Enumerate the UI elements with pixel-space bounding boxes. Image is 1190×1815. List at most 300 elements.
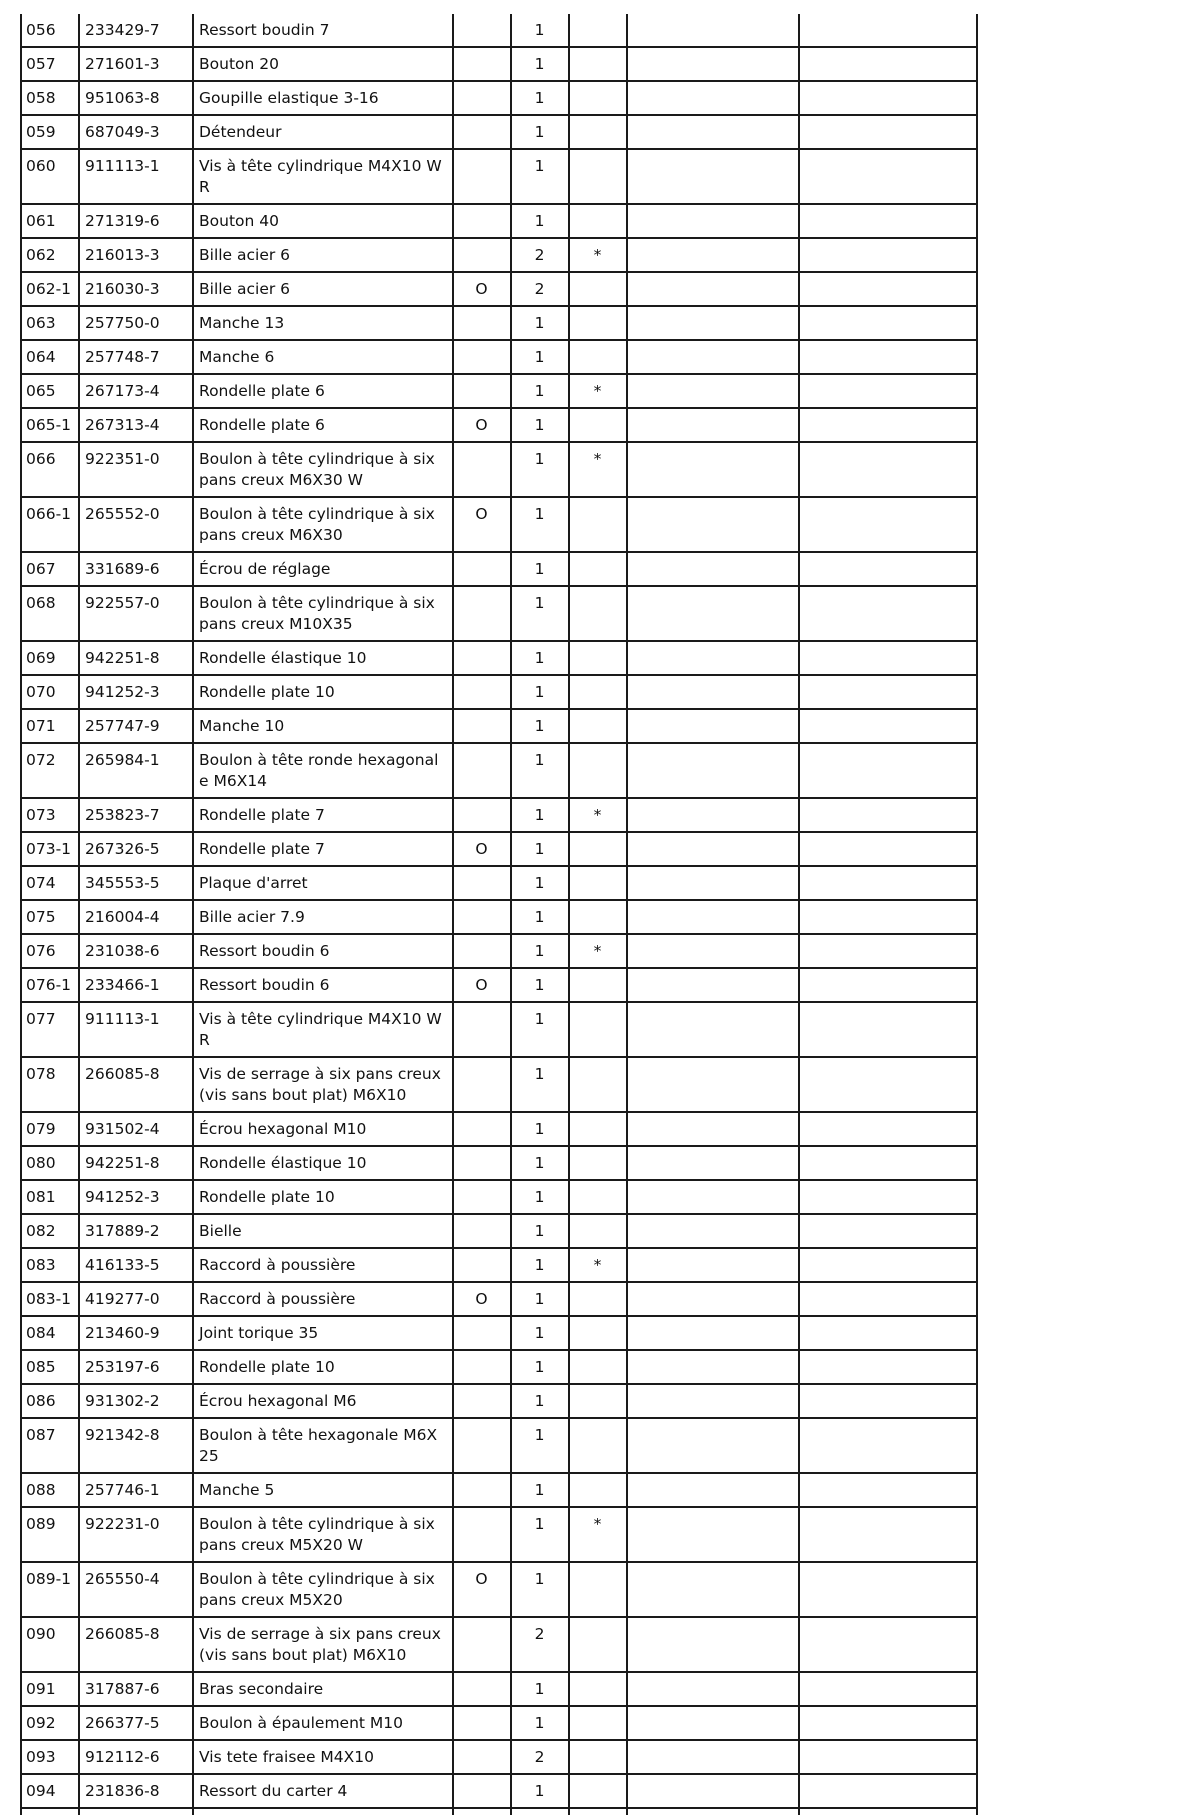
option-cell <box>453 81 511 115</box>
remark-cell <box>799 900 977 934</box>
item-number-cell: 060 <box>21 149 79 204</box>
note-cell <box>627 442 799 497</box>
mark-cell <box>569 1473 627 1507</box>
part-number-cell: 941252-3 <box>79 675 193 709</box>
table-row <box>21 497 977 552</box>
description-cell: Bielle <box>193 1214 453 1248</box>
note-cell <box>627 272 799 306</box>
option-cell <box>453 1706 511 1740</box>
description-cell: Rondelle élastique 10 <box>193 1146 453 1180</box>
part-number-cell: 271601-3 <box>79 47 193 81</box>
option-cell <box>453 1507 511 1562</box>
item-number-cell: 059 <box>21 115 79 149</box>
part-number-cell: 912112-6 <box>79 1740 193 1774</box>
quantity-cell: 1 <box>511 586 569 641</box>
note-cell <box>627 408 799 442</box>
remark-cell <box>799 586 977 641</box>
part-number-cell: 419277-0 <box>79 1282 193 1316</box>
remark-cell <box>799 374 977 408</box>
quantity-cell: 1 <box>511 934 569 968</box>
table-row <box>21 1057 977 1112</box>
table-row <box>21 675 977 709</box>
note-cell <box>627 1562 799 1617</box>
quantity-cell: 1 <box>511 832 569 866</box>
part-number-cell: 911113-1 <box>79 149 193 204</box>
remark-cell <box>799 832 977 866</box>
parts-table <box>20 14 978 1815</box>
quantity-cell: 1 <box>511 374 569 408</box>
description-cell: Rondelle plate 6 <box>193 408 453 442</box>
part-number-cell: 253197-6 <box>79 1350 193 1384</box>
description-cell: Manche 6 <box>193 340 453 374</box>
table-row <box>21 47 977 81</box>
quantity-cell: 1 <box>511 866 569 900</box>
item-number-cell: 073-1 <box>21 832 79 866</box>
remark-cell <box>799 1562 977 1617</box>
quantity-cell: 1 <box>511 1248 569 1282</box>
table-row <box>21 149 977 204</box>
quantity-cell: 1 <box>511 1146 569 1180</box>
remark-cell <box>799 497 977 552</box>
item-number-cell: 081 <box>21 1180 79 1214</box>
quantity-cell: 1 <box>511 47 569 81</box>
note-cell <box>627 149 799 204</box>
mark-cell <box>569 900 627 934</box>
note-cell <box>627 306 799 340</box>
note-cell <box>627 340 799 374</box>
table-row <box>21 1740 977 1774</box>
option-cell <box>453 798 511 832</box>
note-cell <box>627 1002 799 1057</box>
parts-list-page <box>20 14 976 1815</box>
remark-cell <box>799 272 977 306</box>
option-cell: O <box>453 1282 511 1316</box>
remark-cell <box>799 1146 977 1180</box>
note-cell <box>627 743 799 798</box>
part-number-cell: 317889-2 <box>79 1214 193 1248</box>
mark-cell <box>569 552 627 586</box>
description-cell: Boulon à tête cylindrique à six pans creux M10X35 <box>193 586 453 641</box>
mark-cell: * <box>569 934 627 968</box>
option-cell <box>453 47 511 81</box>
part-number-cell: 253823-7 <box>79 798 193 832</box>
option-cell <box>453 1672 511 1706</box>
option-cell <box>453 1057 511 1112</box>
item-number-cell: 091 <box>21 1672 79 1706</box>
option-cell <box>453 1740 511 1774</box>
table-row <box>21 641 977 675</box>
remark-cell <box>799 306 977 340</box>
remark-cell <box>799 641 977 675</box>
mark-cell <box>569 47 627 81</box>
part-number-cell: 687049-3 <box>79 115 193 149</box>
table-row <box>21 272 977 306</box>
option-cell: O <box>453 832 511 866</box>
option-cell: O <box>453 1562 511 1617</box>
continuation-cell <box>799 1808 977 1815</box>
option-cell <box>453 115 511 149</box>
item-number-cell: 087 <box>21 1418 79 1473</box>
remark-cell <box>799 115 977 149</box>
quantity-cell: 1 <box>511 1350 569 1384</box>
item-number-cell: 066 <box>21 442 79 497</box>
item-number-cell: 079 <box>21 1112 79 1146</box>
note-cell <box>627 832 799 866</box>
item-number-cell: 076-1 <box>21 968 79 1002</box>
note-cell <box>627 374 799 408</box>
quantity-cell: 1 <box>511 149 569 204</box>
item-number-cell: 062 <box>21 238 79 272</box>
description-cell: Bouton 40 <box>193 204 453 238</box>
part-number-cell: 931502-4 <box>79 1112 193 1146</box>
quantity-cell: 2 <box>511 238 569 272</box>
table-row <box>21 1316 977 1350</box>
description-cell: Boulon à tête cylindrique à six pans creux M5X20 <box>193 1562 453 1617</box>
remark-cell <box>799 340 977 374</box>
mark-cell <box>569 1617 627 1672</box>
note-cell <box>627 14 799 47</box>
part-number-cell: 266377-5 <box>79 1706 193 1740</box>
mark-cell: * <box>569 1248 627 1282</box>
quantity-cell: 1 <box>511 115 569 149</box>
option-cell <box>453 743 511 798</box>
description-cell: Raccord à poussière <box>193 1248 453 1282</box>
mark-cell: * <box>569 238 627 272</box>
quantity-cell: 1 <box>511 1473 569 1507</box>
note-cell <box>627 81 799 115</box>
note-cell <box>627 1112 799 1146</box>
part-number-cell: 267326-5 <box>79 832 193 866</box>
part-number-cell: 922231-0 <box>79 1507 193 1562</box>
remark-cell <box>799 1507 977 1562</box>
item-number-cell: 070 <box>21 675 79 709</box>
note-cell <box>627 934 799 968</box>
table-row <box>21 900 977 934</box>
item-number-cell: 082 <box>21 1214 79 1248</box>
mark-cell <box>569 1384 627 1418</box>
mark-cell <box>569 1214 627 1248</box>
remark-cell <box>799 552 977 586</box>
item-number-cell: 085 <box>21 1350 79 1384</box>
mark-cell <box>569 1774 627 1808</box>
mark-cell <box>569 832 627 866</box>
note-cell <box>627 204 799 238</box>
option-cell <box>453 149 511 204</box>
table-row <box>21 1774 977 1808</box>
quantity-cell: 1 <box>511 552 569 586</box>
item-number-cell: 083-1 <box>21 1282 79 1316</box>
description-cell: Manche 5 <box>193 1473 453 1507</box>
quantity-cell: 1 <box>511 1282 569 1316</box>
part-number-cell: 216013-3 <box>79 238 193 272</box>
part-number-cell: 911113-1 <box>79 1002 193 1057</box>
option-cell: O <box>453 272 511 306</box>
quantity-cell: 1 <box>511 14 569 47</box>
item-number-cell: 056 <box>21 14 79 47</box>
remark-cell <box>799 968 977 1002</box>
description-cell: Détendeur <box>193 115 453 149</box>
mark-cell <box>569 1740 627 1774</box>
mark-cell <box>569 497 627 552</box>
note-cell <box>627 1672 799 1706</box>
note-cell <box>627 1418 799 1473</box>
remark-cell <box>799 1316 977 1350</box>
option-cell <box>453 641 511 675</box>
item-number-cell: 065-1 <box>21 408 79 442</box>
part-number-cell: 265984-1 <box>79 743 193 798</box>
option-cell <box>453 709 511 743</box>
table-row <box>21 14 977 47</box>
table-row <box>21 1214 977 1248</box>
option-cell <box>453 1617 511 1672</box>
remark-cell <box>799 1350 977 1384</box>
note-cell <box>627 675 799 709</box>
mark-cell <box>569 1350 627 1384</box>
option-cell <box>453 586 511 641</box>
item-number-cell: 089-1 <box>21 1562 79 1617</box>
remark-cell <box>799 14 977 47</box>
part-number-cell: 233466-1 <box>79 968 193 1002</box>
option-cell <box>453 306 511 340</box>
description-cell: Boulon à tête cylindrique à six pans creux M6X30 W <box>193 442 453 497</box>
remark-cell <box>799 1384 977 1418</box>
table-row <box>21 1617 977 1672</box>
description-cell: Boulon à tête cylindrique à six pans creux M6X30 <box>193 497 453 552</box>
item-number-cell: 068 <box>21 586 79 641</box>
description-cell: Bille acier 6 <box>193 272 453 306</box>
quantity-cell: 1 <box>511 900 569 934</box>
quantity-cell: 1 <box>511 1112 569 1146</box>
item-number-cell: 076 <box>21 934 79 968</box>
table-row <box>21 1507 977 1562</box>
option-cell <box>453 1418 511 1473</box>
quantity-cell: 1 <box>511 1706 569 1740</box>
quantity-cell: 1 <box>511 743 569 798</box>
option-cell <box>453 1002 511 1057</box>
mark-cell <box>569 204 627 238</box>
description-cell: Rondelle plate 7 <box>193 798 453 832</box>
item-number-cell: 069 <box>21 641 79 675</box>
remark-cell <box>799 675 977 709</box>
mark-cell <box>569 115 627 149</box>
option-cell: O <box>453 408 511 442</box>
mark-cell <box>569 641 627 675</box>
item-number-cell: 057 <box>21 47 79 81</box>
quantity-cell: 2 <box>511 1740 569 1774</box>
remark-cell <box>799 1706 977 1740</box>
remark-cell <box>799 709 977 743</box>
quantity-cell: 1 <box>511 340 569 374</box>
table-row <box>21 866 977 900</box>
part-number-cell: 267313-4 <box>79 408 193 442</box>
item-number-cell: 086 <box>21 1384 79 1418</box>
quantity-cell: 1 <box>511 1507 569 1562</box>
remark-cell <box>799 81 977 115</box>
table-row <box>21 1248 977 1282</box>
table-row <box>21 340 977 374</box>
mark-cell <box>569 709 627 743</box>
quantity-cell: 1 <box>511 1214 569 1248</box>
description-cell: Rondelle plate 10 <box>193 1180 453 1214</box>
mark-cell <box>569 1112 627 1146</box>
quantity-cell: 1 <box>511 968 569 1002</box>
note-cell <box>627 115 799 149</box>
description-cell: Ressort boudin 6 <box>193 934 453 968</box>
note-cell <box>627 1180 799 1214</box>
part-number-cell: 951063-8 <box>79 81 193 115</box>
item-number-cell: 075 <box>21 900 79 934</box>
item-number-cell: 083 <box>21 1248 79 1282</box>
note-cell <box>627 47 799 81</box>
remark-cell <box>799 1774 977 1808</box>
part-number-cell: 265552-0 <box>79 497 193 552</box>
description-cell: Ressort du carter 4 <box>193 1774 453 1808</box>
remark-cell <box>799 743 977 798</box>
note-cell <box>627 1473 799 1507</box>
option-cell <box>453 1248 511 1282</box>
remark-cell <box>799 1057 977 1112</box>
description-cell: Boulon à tête cylindrique à six pans creux M5X20 W <box>193 1507 453 1562</box>
mark-cell <box>569 408 627 442</box>
option-cell <box>453 1214 511 1248</box>
continuation-cell <box>511 1808 569 1815</box>
mark-cell <box>569 1418 627 1473</box>
table-continuation-row <box>21 1808 977 1815</box>
part-number-cell: 213460-9 <box>79 1316 193 1350</box>
description-cell: Bouton 20 <box>193 47 453 81</box>
remark-cell <box>799 1248 977 1282</box>
item-number-cell: 067 <box>21 552 79 586</box>
option-cell: O <box>453 968 511 1002</box>
option-cell <box>453 238 511 272</box>
mark-cell: * <box>569 442 627 497</box>
quantity-cell: 1 <box>511 204 569 238</box>
mark-cell <box>569 1316 627 1350</box>
continuation-cell <box>21 1808 79 1815</box>
part-number-cell: 266085-8 <box>79 1057 193 1112</box>
note-cell <box>627 866 799 900</box>
mark-cell <box>569 272 627 306</box>
option-cell <box>453 374 511 408</box>
item-number-cell: 066-1 <box>21 497 79 552</box>
part-number-cell: 942251-8 <box>79 1146 193 1180</box>
part-number-cell: 267173-4 <box>79 374 193 408</box>
description-cell: Goupille elastique 3-16 <box>193 81 453 115</box>
table-row <box>21 204 977 238</box>
table-row <box>21 552 977 586</box>
note-cell <box>627 1146 799 1180</box>
mark-cell <box>569 968 627 1002</box>
item-number-cell: 061 <box>21 204 79 238</box>
remark-cell <box>799 238 977 272</box>
item-number-cell: 078 <box>21 1057 79 1112</box>
table-row <box>21 1562 977 1617</box>
part-number-cell: 331689-6 <box>79 552 193 586</box>
note-cell <box>627 1740 799 1774</box>
mark-cell <box>569 1057 627 1112</box>
description-cell: Vis de serrage à six pans creux (vis sans bout plat) M6X10 <box>193 1617 453 1672</box>
option-cell <box>453 934 511 968</box>
part-number-cell: 416133-5 <box>79 1248 193 1282</box>
description-cell: Ressort boudin 7 <box>193 14 453 47</box>
item-number-cell: 062-1 <box>21 272 79 306</box>
quantity-cell: 1 <box>511 1672 569 1706</box>
description-cell: Rondelle plate 10 <box>193 1350 453 1384</box>
quantity-cell: 1 <box>511 1180 569 1214</box>
item-number-cell: 088 <box>21 1473 79 1507</box>
remark-cell <box>799 149 977 204</box>
remark-cell <box>799 1740 977 1774</box>
mark-cell <box>569 586 627 641</box>
note-cell <box>627 1248 799 1282</box>
quantity-cell: 1 <box>511 306 569 340</box>
table-row <box>21 1473 977 1507</box>
continuation-cell <box>193 1808 453 1815</box>
item-number-cell: 090 <box>21 1617 79 1672</box>
part-number-cell: 231038-6 <box>79 934 193 968</box>
quantity-cell: 1 <box>511 798 569 832</box>
table-row <box>21 798 977 832</box>
note-cell <box>627 1214 799 1248</box>
description-cell: Rondelle plate 6 <box>193 374 453 408</box>
option-cell <box>453 1350 511 1384</box>
mark-cell <box>569 1706 627 1740</box>
table-row <box>21 1112 977 1146</box>
option-cell <box>453 1316 511 1350</box>
description-cell: Joint torique 35 <box>193 1316 453 1350</box>
description-cell: Bille acier 7.9 <box>193 900 453 934</box>
table-row <box>21 1672 977 1706</box>
quantity-cell: 1 <box>511 1418 569 1473</box>
remark-cell <box>799 1418 977 1473</box>
mark-cell <box>569 1562 627 1617</box>
part-number-cell: 216004-4 <box>79 900 193 934</box>
quantity-cell: 2 <box>511 272 569 306</box>
option-cell <box>453 675 511 709</box>
part-number-cell: 922557-0 <box>79 586 193 641</box>
quantity-cell: 1 <box>511 497 569 552</box>
description-cell: Écrou hexagonal M10 <box>193 1112 453 1146</box>
note-cell <box>627 1384 799 1418</box>
note-cell <box>627 238 799 272</box>
continuation-cell <box>627 1808 799 1815</box>
remark-cell <box>799 1180 977 1214</box>
part-number-cell: 921342-8 <box>79 1418 193 1473</box>
continuation-cell <box>569 1808 627 1815</box>
part-number-cell: 265550-4 <box>79 1562 193 1617</box>
item-number-cell: 063 <box>21 306 79 340</box>
note-cell <box>627 798 799 832</box>
option-cell <box>453 1146 511 1180</box>
mark-cell: * <box>569 1507 627 1562</box>
part-number-cell: 233429-7 <box>79 14 193 47</box>
note-cell <box>627 641 799 675</box>
mark-cell <box>569 149 627 204</box>
description-cell: Boulon à tête hexagonale M6X25 <box>193 1418 453 1473</box>
mark-cell <box>569 1282 627 1316</box>
mark-cell <box>569 340 627 374</box>
item-number-cell: 072 <box>21 743 79 798</box>
option-cell <box>453 442 511 497</box>
mark-cell <box>569 1180 627 1214</box>
table-row <box>21 968 977 1002</box>
item-number-cell: 092 <box>21 1706 79 1740</box>
item-number-cell: 058 <box>21 81 79 115</box>
note-cell <box>627 1617 799 1672</box>
description-cell: Vis de serrage à six pans creux (vis sans bout plat) M6X10 <box>193 1057 453 1112</box>
mark-cell <box>569 866 627 900</box>
table-row <box>21 709 977 743</box>
